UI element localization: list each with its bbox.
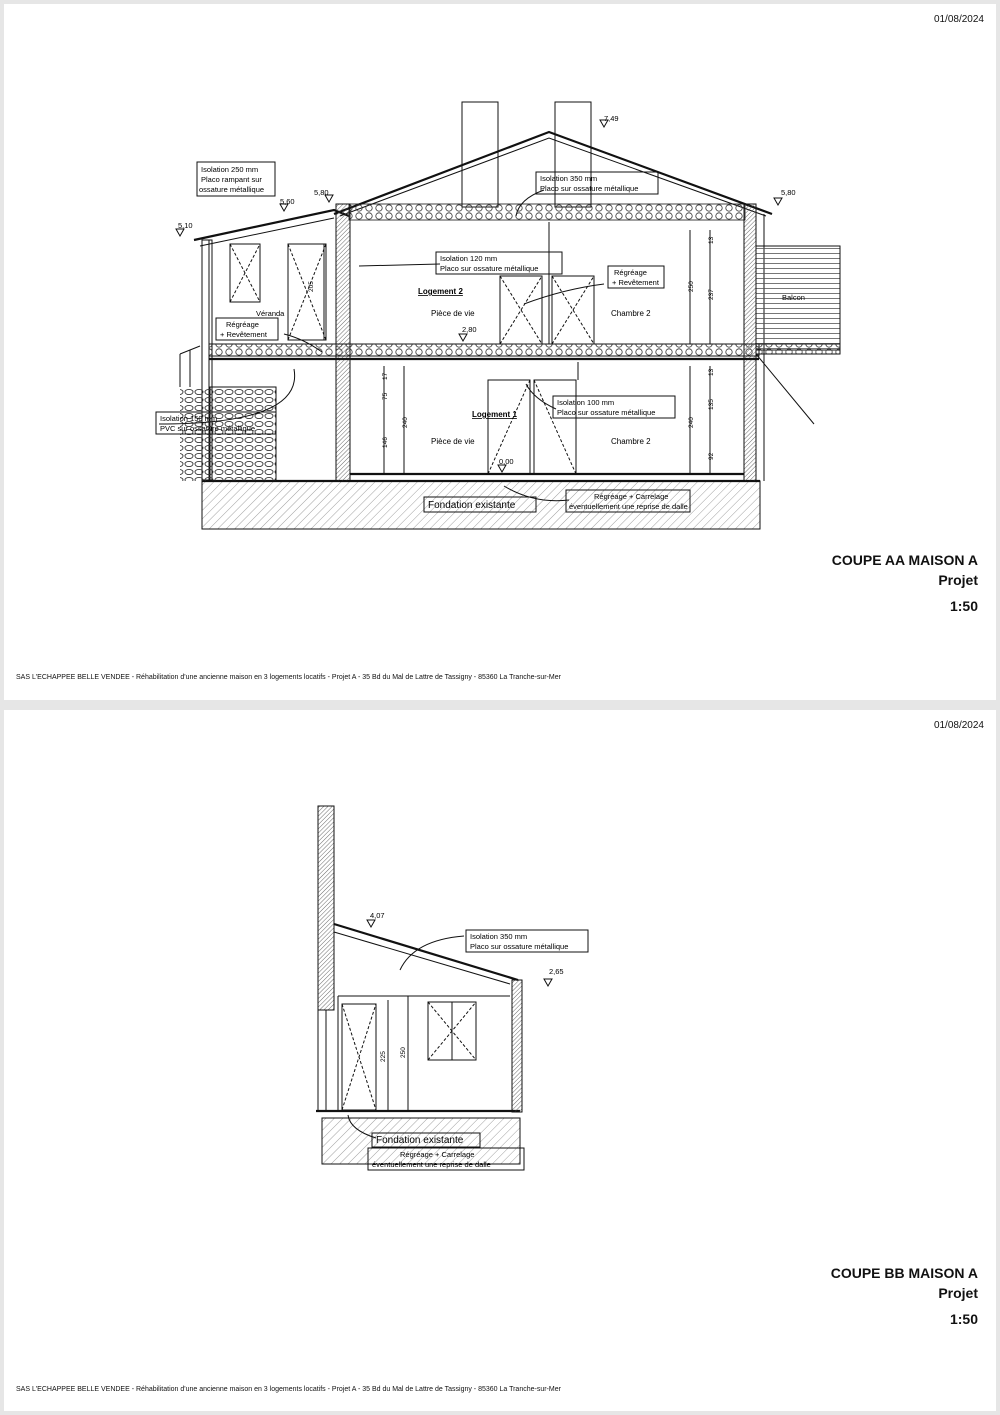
drawing-subtitle: Projet bbox=[938, 1285, 978, 1301]
dim-225: 225 bbox=[380, 1051, 387, 1062]
note-carrelage-line2: éventuellement une reprise de dalle bbox=[372, 1160, 491, 1169]
level-265: 2,65 bbox=[549, 967, 564, 976]
wall-right bbox=[744, 204, 756, 481]
note-carrelage-line1: Régréage + Carrelage bbox=[400, 1150, 475, 1159]
dim-205: 205 bbox=[308, 281, 315, 292]
level-510: 5,10 bbox=[178, 221, 193, 230]
note-iso100-line1: Isolation 100 mm bbox=[557, 398, 615, 407]
dim-250: 250 bbox=[400, 1047, 407, 1058]
attic-insulation bbox=[349, 204, 745, 220]
drawing-title: COUPE AA MAISON A bbox=[831, 552, 978, 568]
level-000: 0,00 bbox=[499, 457, 514, 466]
veranda-roof bbox=[194, 210, 349, 240]
room-chambre2-lower: Chambre 2 bbox=[611, 437, 651, 446]
note-regreage2-line1: Régréage bbox=[226, 320, 259, 329]
note-iso350-line1: Isolation 350 mm bbox=[540, 174, 598, 183]
note-iso150-line2: PVC sur ossature métallique bbox=[160, 424, 256, 433]
drawing-title: COUPE BB MAISON A bbox=[830, 1265, 978, 1281]
section-bb-drawing bbox=[4, 710, 996, 1411]
note-iso350-line2: Placo sur ossature métallique bbox=[540, 184, 639, 193]
room-piece-de-vie-2: Pièce de vie bbox=[431, 309, 475, 318]
dim-237: 237 bbox=[708, 289, 715, 300]
level-580-veranda: 5,80 bbox=[314, 188, 329, 197]
wall-right bbox=[512, 980, 522, 1112]
note-iso250-line2: Placo rampant sur bbox=[201, 175, 262, 184]
level-580-balcony: 5,80 bbox=[781, 188, 796, 197]
room-logement1: Logement 1 bbox=[472, 410, 517, 419]
room-balcon: Balcon bbox=[782, 293, 805, 302]
level-280: 2,80 bbox=[462, 325, 477, 334]
dim-240-right: 240 bbox=[688, 417, 695, 428]
dim-250: 250 bbox=[688, 281, 695, 292]
dim-13-upper: 13 bbox=[708, 236, 715, 244]
note-iso250-line3: ossature métallique bbox=[199, 185, 265, 194]
dim-17: 17 bbox=[382, 372, 389, 380]
dim-75: 75 bbox=[382, 392, 389, 400]
dim-13-lower: 13 bbox=[708, 368, 715, 376]
dim-92: 92 bbox=[708, 452, 715, 460]
room-veranda: Véranda bbox=[256, 309, 285, 318]
dim-240-left: 240 bbox=[402, 417, 409, 428]
note-regreage1-line1: Régréage bbox=[614, 268, 647, 277]
room-chambre2-upper: Chambre 2 bbox=[611, 309, 651, 318]
note-iso100-line2: Placo sur ossature métallique bbox=[557, 408, 656, 417]
note-iso250-line1: Isolation 250 mm bbox=[201, 165, 259, 174]
sheet-coupe-bb bbox=[4, 710, 996, 1411]
note-fondation: Fondation existante bbox=[376, 1135, 464, 1146]
note-carrelage-line2: éventuellement une reprise de dalle bbox=[569, 502, 688, 511]
sheet-footer: SAS L'ECHAPPEE BELLE VENDEE - Réhabilitation d'une ancienne maison en 3 logements locatifs - Projet A - 35 Bd du Mal de Lattre de Tassigny - 85360 La Tranche-sur-Mer bbox=[16, 1386, 561, 1393]
note-iso120-line1: Isolation 120 mm bbox=[440, 254, 498, 263]
sheet-coupe-aa bbox=[4, 4, 996, 700]
level-749: 7,49 bbox=[604, 114, 619, 123]
note-fondation: Fondation existante bbox=[428, 500, 516, 511]
dim-146: 146 bbox=[382, 437, 389, 448]
sheet-date: 01/08/2024 bbox=[933, 14, 984, 25]
note-iso350-line2: Placo sur ossature métallique bbox=[470, 942, 569, 951]
sheet-date: 01/08/2024 bbox=[933, 720, 984, 731]
drawing-scale: 1:50 bbox=[949, 598, 978, 614]
level-560: 5,60 bbox=[280, 197, 295, 206]
note-carrelage-line1: Régréage + Carrelage bbox=[594, 492, 669, 501]
floor-slab bbox=[209, 344, 759, 356]
level-407: 4,07 bbox=[370, 911, 385, 920]
sheet-footer: SAS L'ECHAPPEE BELLE VENDEE - Réhabilitation d'une ancienne maison en 3 logements locatifs - Projet A - 35 Bd du Mal de Lattre de Tassigny - 85360 La Tranche-sur-Mer bbox=[16, 674, 561, 681]
wall-left bbox=[318, 806, 334, 1010]
main-roof bbox=[334, 132, 772, 214]
room-piece-de-vie-1: Pièce de vie bbox=[431, 437, 475, 446]
note-iso350-line1: Isolation 350 mm bbox=[470, 932, 528, 941]
section-aa-drawing bbox=[4, 4, 996, 700]
note-iso120-line2: Placo sur ossature métallique bbox=[440, 264, 539, 273]
note-iso150-line1: Isolation 150 mm bbox=[160, 414, 218, 423]
room-logement2: Logement 2 bbox=[418, 287, 463, 296]
drawing-scale: 1:50 bbox=[949, 1311, 978, 1327]
wall-left bbox=[336, 204, 350, 481]
dim-135: 135 bbox=[708, 399, 715, 410]
drawing-subtitle: Projet bbox=[938, 572, 978, 588]
note-regreage2-line2: + Revêtement bbox=[220, 330, 267, 339]
note-regreage1-line2: + Revêtement bbox=[612, 278, 659, 287]
